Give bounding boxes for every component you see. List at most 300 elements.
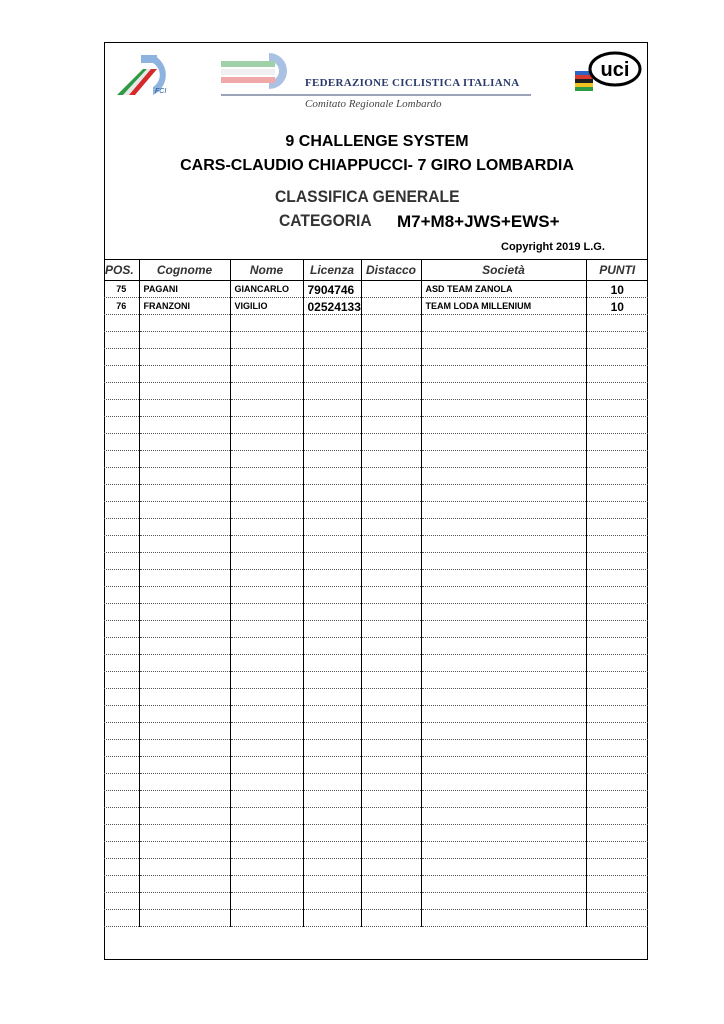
empty-cell <box>139 723 230 740</box>
empty-table-row <box>104 536 648 553</box>
empty-cell <box>586 740 648 757</box>
cell-licenza: 02524133 <box>303 298 361 315</box>
cell-punti: 10 <box>586 281 648 298</box>
empty-cell <box>104 859 139 876</box>
uci-logo-text: uci <box>600 59 630 81</box>
empty-table-row <box>104 706 648 723</box>
col-header-nome: Nome <box>230 260 303 281</box>
empty-table-row <box>104 689 648 706</box>
ranking-table <box>104 259 648 927</box>
empty-cell <box>421 774 586 791</box>
empty-cell <box>139 468 230 485</box>
empty-cell <box>104 706 139 723</box>
empty-table-row <box>104 723 648 740</box>
empty-cell <box>586 315 648 332</box>
empty-cell <box>104 740 139 757</box>
empty-table-row <box>104 604 648 621</box>
empty-cell <box>421 587 586 604</box>
empty-table-row <box>104 366 648 383</box>
empty-cell <box>104 842 139 859</box>
empty-cell <box>421 315 586 332</box>
empty-cell <box>104 315 139 332</box>
empty-cell <box>586 621 648 638</box>
empty-cell <box>586 332 648 349</box>
empty-cell <box>230 791 303 808</box>
empty-cell <box>104 434 139 451</box>
category-value: M7+M8+JWS+EWS+ <box>397 212 560 231</box>
empty-cell <box>303 655 361 672</box>
empty-cell <box>303 638 361 655</box>
empty-cell <box>139 689 230 706</box>
empty-cell <box>104 893 139 910</box>
empty-table-row <box>104 315 648 332</box>
empty-table-row <box>104 553 648 570</box>
empty-cell <box>361 910 421 927</box>
empty-cell <box>586 434 648 451</box>
cell-distacco <box>361 281 421 298</box>
uci-logo <box>571 49 643 93</box>
empty-cell <box>139 604 230 621</box>
empty-cell <box>586 570 648 587</box>
empty-cell <box>421 400 586 417</box>
empty-table-row <box>104 400 648 417</box>
empty-cell <box>586 400 648 417</box>
empty-cell <box>361 655 421 672</box>
empty-cell <box>421 825 586 842</box>
empty-cell <box>303 434 361 451</box>
empty-cell <box>361 451 421 468</box>
empty-cell <box>230 689 303 706</box>
empty-cell <box>586 808 648 825</box>
empty-cell <box>421 434 586 451</box>
empty-cell <box>303 519 361 536</box>
empty-cell <box>421 485 586 502</box>
empty-cell <box>303 332 361 349</box>
empty-cell <box>361 570 421 587</box>
classification-title: CLASSIFICA GENERALE <box>275 187 460 206</box>
empty-cell <box>303 315 361 332</box>
empty-cell <box>361 791 421 808</box>
empty-cell <box>230 757 303 774</box>
empty-table-row <box>104 791 648 808</box>
empty-cell <box>303 468 361 485</box>
empty-cell <box>139 757 230 774</box>
empty-cell <box>361 859 421 876</box>
empty-cell <box>361 349 421 366</box>
cell-cognome: FRANZONI <box>139 298 230 315</box>
empty-cell <box>361 417 421 434</box>
empty-table-row <box>104 519 648 536</box>
empty-cell <box>421 502 586 519</box>
col-header-licenza: Licenza <box>303 260 361 281</box>
empty-cell <box>104 723 139 740</box>
empty-cell <box>104 417 139 434</box>
empty-cell <box>586 689 648 706</box>
empty-cell <box>421 740 586 757</box>
empty-cell <box>139 553 230 570</box>
cell-nome: GIANCARLO <box>230 281 303 298</box>
empty-cell <box>361 740 421 757</box>
empty-cell <box>303 706 361 723</box>
empty-cell <box>586 417 648 434</box>
empty-cell <box>303 366 361 383</box>
empty-cell <box>303 910 361 927</box>
empty-cell <box>421 519 586 536</box>
empty-table-row <box>104 332 648 349</box>
empty-cell <box>104 757 139 774</box>
empty-table-row <box>104 434 648 451</box>
empty-cell <box>104 910 139 927</box>
empty-cell <box>104 587 139 604</box>
empty-cell <box>139 383 230 400</box>
empty-cell <box>586 502 648 519</box>
empty-table-row <box>104 638 648 655</box>
category-label: CATEGORIA <box>279 211 372 230</box>
empty-cell <box>361 893 421 910</box>
empty-cell <box>303 451 361 468</box>
empty-cell <box>421 536 586 553</box>
empty-cell <box>230 332 303 349</box>
empty-cell <box>421 808 586 825</box>
empty-cell <box>104 383 139 400</box>
empty-cell <box>139 774 230 791</box>
federation-subtitle: Comitato Regionale Lombardo <box>305 98 442 110</box>
empty-cell <box>421 876 586 893</box>
empty-cell <box>230 876 303 893</box>
empty-cell <box>104 553 139 570</box>
empty-cell <box>586 842 648 859</box>
empty-cell <box>303 791 361 808</box>
empty-cell <box>230 434 303 451</box>
federation-divider <box>221 94 531 96</box>
empty-cell <box>303 757 361 774</box>
empty-cell <box>303 553 361 570</box>
empty-cell <box>361 315 421 332</box>
empty-cell <box>421 417 586 434</box>
empty-cell <box>139 740 230 757</box>
empty-cell <box>421 570 586 587</box>
empty-cell <box>586 706 648 723</box>
empty-cell <box>361 468 421 485</box>
empty-cell <box>139 791 230 808</box>
empty-cell <box>586 859 648 876</box>
empty-cell <box>303 502 361 519</box>
empty-cell <box>139 706 230 723</box>
empty-cell <box>230 536 303 553</box>
empty-cell <box>421 383 586 400</box>
empty-cell <box>230 468 303 485</box>
col-header-cognome: Cognome <box>139 260 230 281</box>
empty-cell <box>303 876 361 893</box>
empty-cell <box>230 638 303 655</box>
empty-cell <box>230 808 303 825</box>
empty-cell <box>230 740 303 757</box>
empty-table-row <box>104 876 648 893</box>
empty-cell <box>361 485 421 502</box>
empty-table-row <box>104 383 648 400</box>
empty-cell <box>139 638 230 655</box>
col-header-distacco: Distacco <box>361 260 421 281</box>
empty-cell <box>104 332 139 349</box>
empty-cell <box>586 553 648 570</box>
empty-table-row <box>104 740 648 757</box>
empty-cell <box>104 774 139 791</box>
empty-cell <box>230 859 303 876</box>
empty-cell <box>421 910 586 927</box>
empty-cell <box>104 876 139 893</box>
empty-cell <box>421 706 586 723</box>
empty-cell <box>303 485 361 502</box>
empty-cell <box>361 638 421 655</box>
empty-table-row <box>104 893 648 910</box>
empty-cell <box>139 859 230 876</box>
empty-cell <box>303 740 361 757</box>
empty-cell <box>361 519 421 536</box>
empty-cell <box>303 672 361 689</box>
empty-cell <box>104 621 139 638</box>
empty-cell <box>104 536 139 553</box>
empty-cell <box>139 808 230 825</box>
fci-logo <box>113 51 189 99</box>
empty-cell <box>303 349 361 366</box>
empty-cell <box>303 536 361 553</box>
empty-table-row <box>104 842 648 859</box>
empty-cell <box>361 621 421 638</box>
empty-cell <box>139 876 230 893</box>
empty-cell <box>104 791 139 808</box>
empty-cell <box>421 791 586 808</box>
empty-cell <box>230 553 303 570</box>
empty-cell <box>230 672 303 689</box>
empty-cell <box>586 519 648 536</box>
empty-table-row <box>104 485 648 502</box>
empty-cell <box>586 587 648 604</box>
empty-cell <box>104 485 139 502</box>
empty-cell <box>303 621 361 638</box>
cell-societa: ASD TEAM ZANOLA <box>421 281 586 298</box>
empty-cell <box>230 587 303 604</box>
empty-cell <box>303 570 361 587</box>
cell-licenza: 7904746 <box>303 281 361 298</box>
empty-cell <box>421 859 586 876</box>
empty-cell <box>139 400 230 417</box>
empty-cell <box>421 332 586 349</box>
empty-cell <box>139 349 230 366</box>
empty-cell <box>104 604 139 621</box>
empty-cell <box>421 604 586 621</box>
empty-cell <box>104 570 139 587</box>
empty-cell <box>104 689 139 706</box>
empty-cell <box>139 536 230 553</box>
empty-table-row <box>104 825 648 842</box>
empty-cell <box>586 383 648 400</box>
empty-cell <box>586 757 648 774</box>
empty-cell <box>104 655 139 672</box>
empty-cell <box>230 400 303 417</box>
empty-cell <box>421 638 586 655</box>
empty-cell <box>361 502 421 519</box>
event-subtitle: CARS-CLAUDIO CHIAPPUCCI- 7 GIRO LOMBARDIA <box>180 157 574 174</box>
empty-cell <box>104 808 139 825</box>
empty-cell <box>303 587 361 604</box>
empty-table-row <box>104 672 648 689</box>
empty-cell <box>230 417 303 434</box>
empty-cell <box>586 893 648 910</box>
empty-cell <box>421 553 586 570</box>
empty-cell <box>361 842 421 859</box>
empty-cell <box>361 553 421 570</box>
empty-cell <box>104 349 139 366</box>
empty-cell <box>586 638 648 655</box>
empty-table-row <box>104 349 648 366</box>
cell-cognome: PAGANI <box>139 281 230 298</box>
event-title: 9 CHALLENGE SYSTEM <box>285 133 469 150</box>
empty-cell <box>230 655 303 672</box>
empty-table-row <box>104 859 648 876</box>
empty-cell <box>230 366 303 383</box>
empty-cell <box>139 910 230 927</box>
empty-cell <box>586 468 648 485</box>
empty-cell <box>230 485 303 502</box>
empty-cell <box>139 672 230 689</box>
empty-cell <box>361 774 421 791</box>
empty-cell <box>421 468 586 485</box>
empty-cell <box>139 655 230 672</box>
empty-cell <box>361 383 421 400</box>
table-row <box>104 281 648 298</box>
copyright-note: Copyright 2019 L.G. <box>501 241 605 253</box>
empty-table-row <box>104 910 648 927</box>
empty-cell <box>361 706 421 723</box>
cell-societa: TEAM LODA MILLENIUM <box>421 298 586 315</box>
empty-cell <box>139 417 230 434</box>
col-header-pos: POS. <box>104 260 139 281</box>
empty-cell <box>586 723 648 740</box>
empty-cell <box>139 485 230 502</box>
empty-table-row <box>104 502 648 519</box>
empty-cell <box>586 655 648 672</box>
empty-cell <box>139 621 230 638</box>
empty-table-row <box>104 808 648 825</box>
empty-cell <box>139 315 230 332</box>
empty-cell <box>230 706 303 723</box>
empty-cell <box>139 434 230 451</box>
empty-cell <box>230 723 303 740</box>
empty-cell <box>303 893 361 910</box>
empty-cell <box>421 672 586 689</box>
table-header-row <box>104 260 648 281</box>
empty-cell <box>303 689 361 706</box>
empty-cell <box>361 587 421 604</box>
cell-punti: 10 <box>586 298 648 315</box>
empty-cell <box>361 332 421 349</box>
empty-cell <box>139 332 230 349</box>
empty-cell <box>230 842 303 859</box>
federation-name: FEDERAZIONE CICLISTICA ITALIANA <box>305 77 520 89</box>
empty-cell <box>139 893 230 910</box>
empty-cell <box>104 638 139 655</box>
empty-cell <box>230 315 303 332</box>
empty-cell <box>303 774 361 791</box>
empty-cell <box>361 825 421 842</box>
empty-table-row <box>104 587 648 604</box>
empty-cell <box>230 570 303 587</box>
empty-cell <box>104 519 139 536</box>
empty-table-row <box>104 570 648 587</box>
empty-cell <box>139 451 230 468</box>
empty-table-row <box>104 774 648 791</box>
empty-cell <box>139 842 230 859</box>
empty-cell <box>104 825 139 842</box>
empty-cell <box>421 893 586 910</box>
empty-cell <box>361 757 421 774</box>
empty-cell <box>586 485 648 502</box>
empty-cell <box>421 655 586 672</box>
empty-cell <box>586 825 648 842</box>
empty-table-row <box>104 621 648 638</box>
empty-cell <box>230 893 303 910</box>
empty-cell <box>361 808 421 825</box>
empty-cell <box>361 400 421 417</box>
empty-cell <box>230 519 303 536</box>
empty-cell <box>303 842 361 859</box>
empty-cell <box>104 451 139 468</box>
empty-cell <box>104 502 139 519</box>
empty-cell <box>230 825 303 842</box>
empty-cell <box>421 366 586 383</box>
empty-cell <box>139 366 230 383</box>
empty-table-row <box>104 757 648 774</box>
empty-table-row <box>104 468 648 485</box>
empty-cell <box>586 791 648 808</box>
empty-cell <box>230 910 303 927</box>
empty-cell <box>586 366 648 383</box>
empty-cell <box>586 910 648 927</box>
empty-cell <box>361 536 421 553</box>
empty-cell <box>303 723 361 740</box>
empty-cell <box>586 604 648 621</box>
empty-cell <box>586 536 648 553</box>
empty-cell <box>421 349 586 366</box>
empty-cell <box>230 774 303 791</box>
empty-cell <box>139 519 230 536</box>
empty-cell <box>421 842 586 859</box>
empty-cell <box>230 621 303 638</box>
col-header-societa: Società <box>421 260 586 281</box>
empty-cell <box>230 451 303 468</box>
empty-cell <box>230 383 303 400</box>
empty-cell <box>421 723 586 740</box>
cell-pos: 75 <box>104 281 139 298</box>
cell-nome: VIGILIO <box>230 298 303 315</box>
table-row <box>104 298 648 315</box>
col-header-punti: PUNTI <box>586 260 648 281</box>
empty-cell <box>303 825 361 842</box>
empty-cell <box>139 570 230 587</box>
empty-cell <box>104 400 139 417</box>
empty-cell <box>421 621 586 638</box>
empty-cell <box>586 451 648 468</box>
empty-cell <box>361 672 421 689</box>
empty-cell <box>303 400 361 417</box>
empty-cell <box>303 383 361 400</box>
empty-cell <box>303 417 361 434</box>
empty-cell <box>361 876 421 893</box>
empty-cell <box>421 451 586 468</box>
fci-logo-text: FCI <box>155 88 167 95</box>
empty-cell <box>361 604 421 621</box>
empty-table-row <box>104 417 648 434</box>
